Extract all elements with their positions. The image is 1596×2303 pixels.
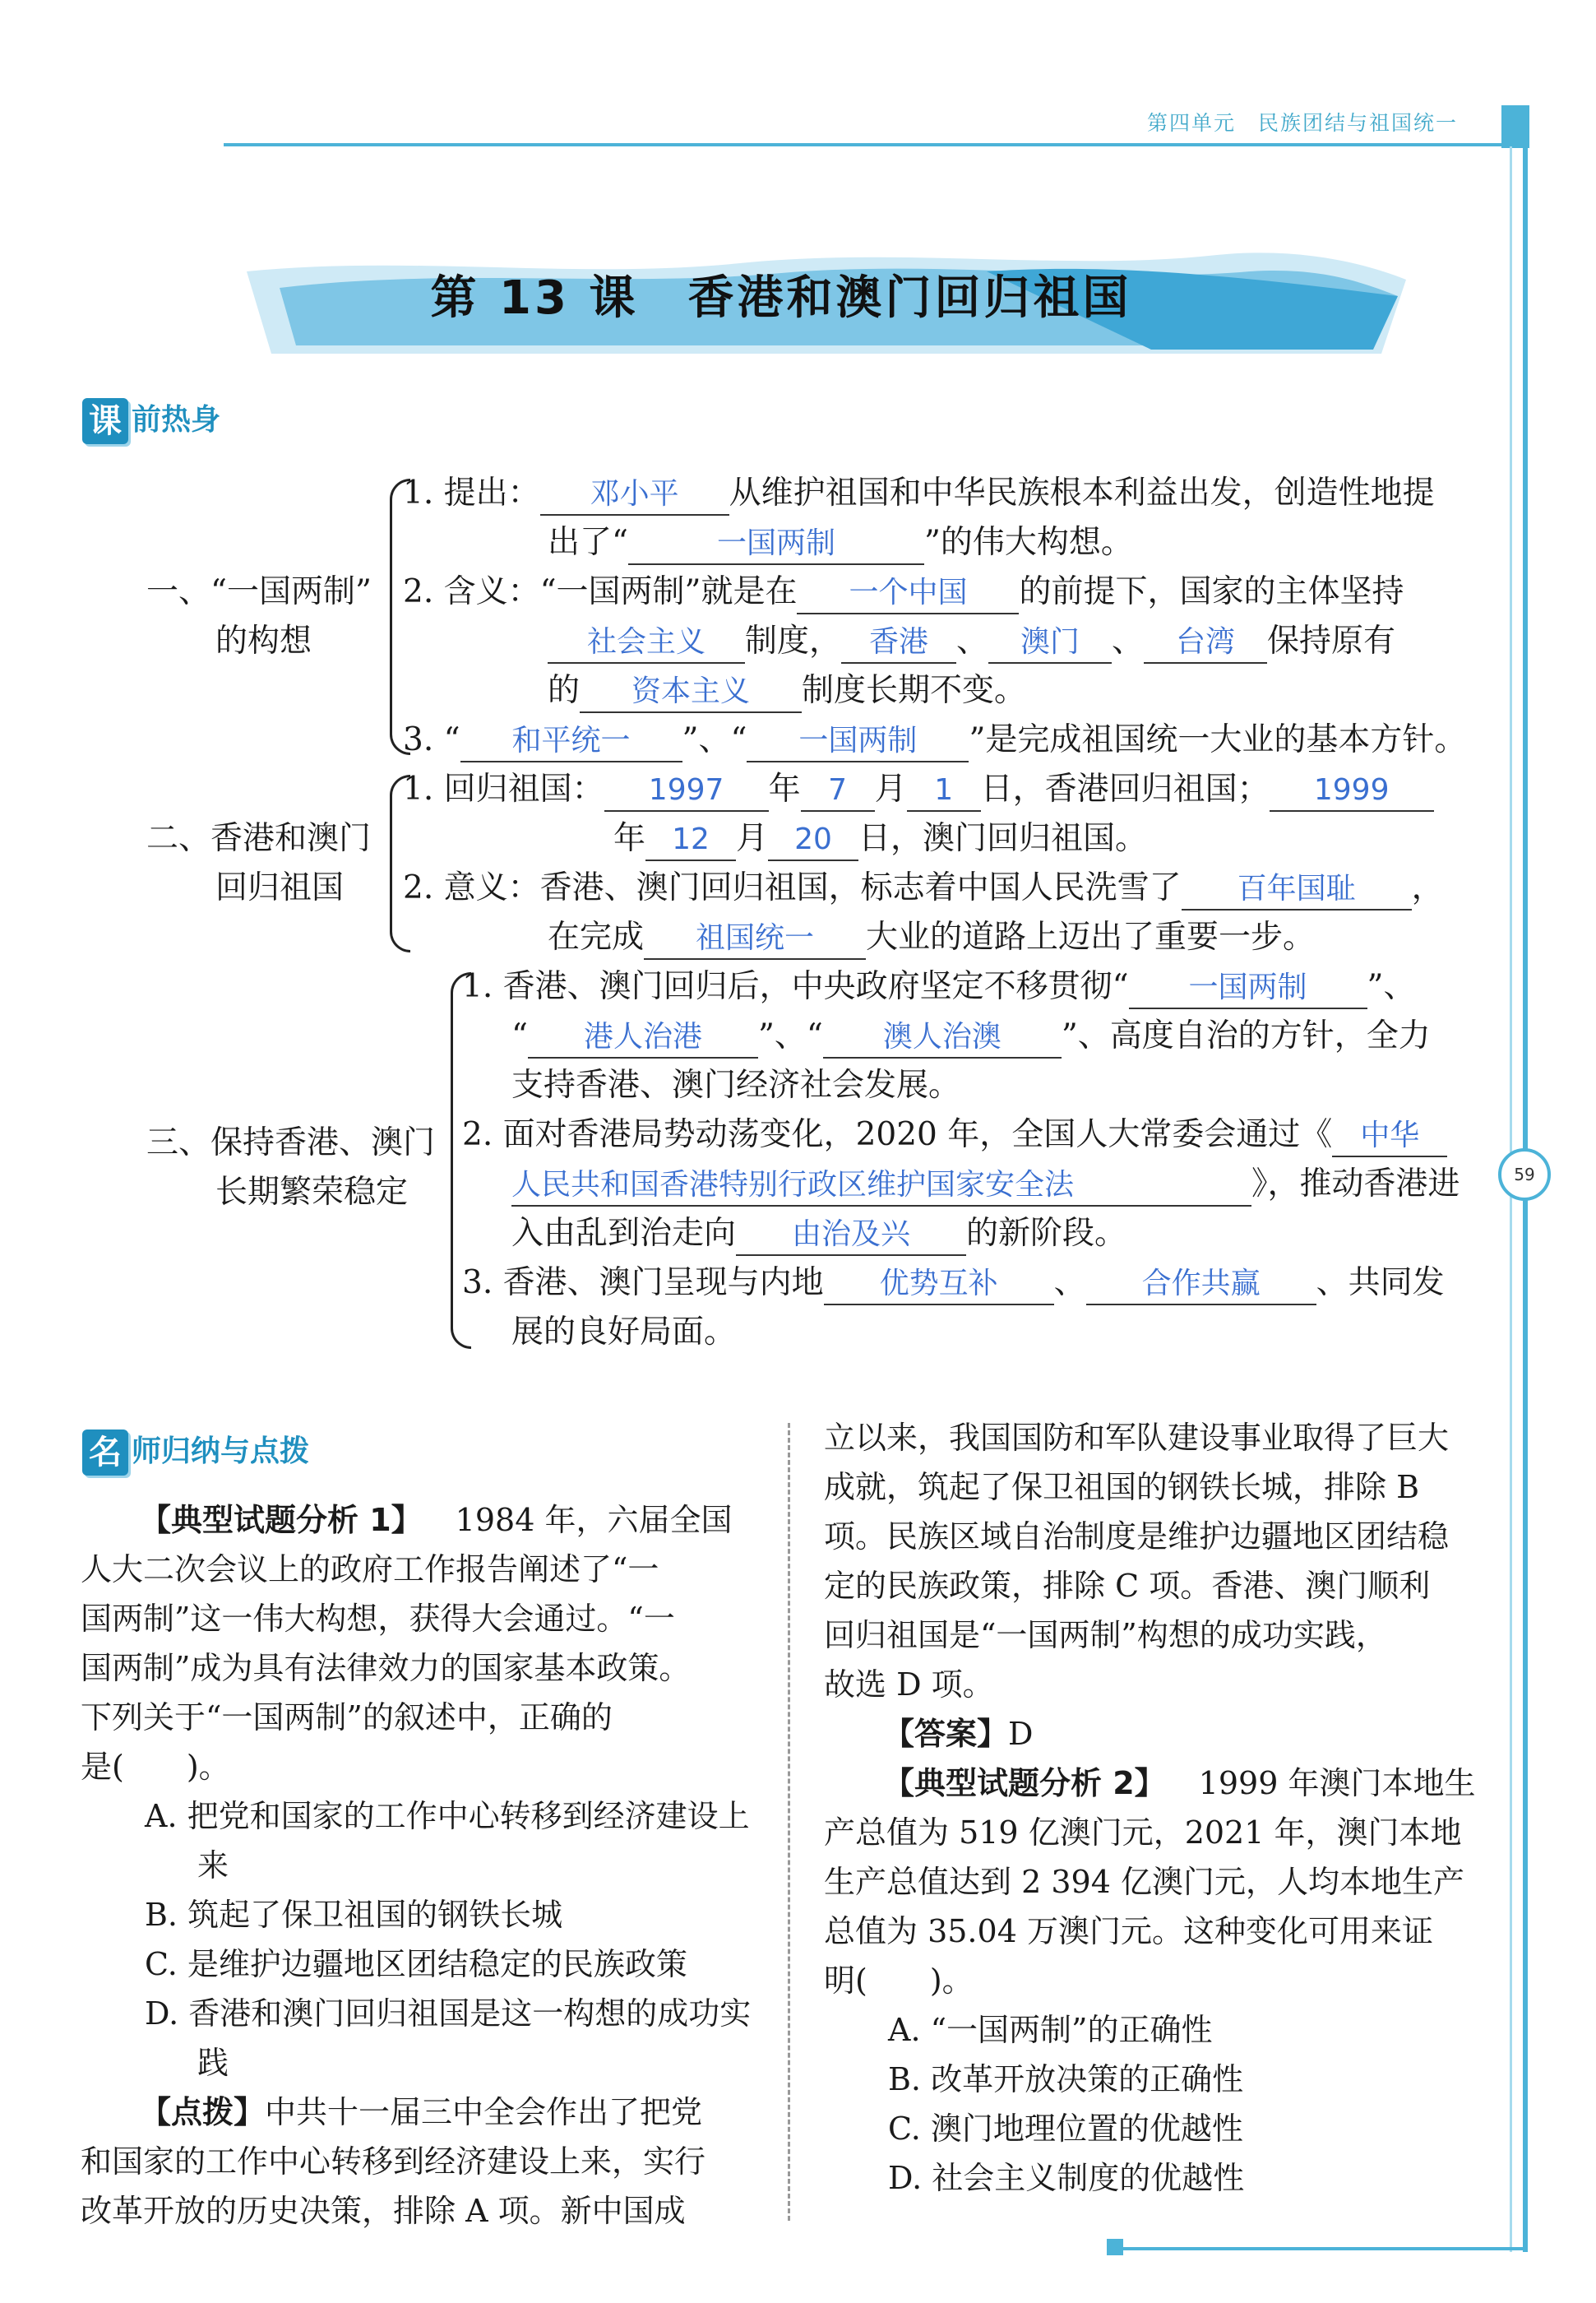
tip-line: 回归祖国是“一国两制”构想的成功实践， <box>824 1617 1387 1653</box>
part3-heading-line1: 三、保持香港、澳门 <box>146 1124 436 1161</box>
part1-item3 <box>403 716 1466 765</box>
unit-header: 第四单元 民族团结与祖国统一 <box>1147 111 1459 135</box>
part1-heading-line2: 的构想 <box>215 623 312 660</box>
section-warmup-icon: 课 <box>82 398 128 444</box>
part1-item1-line1 <box>403 469 1435 518</box>
text: 3. 香港、澳门呈现与内地 <box>462 1264 824 1301</box>
left-column <box>81 1495 755 2236</box>
text: 1. 香港、澳门回归后，中央政府坚定不移贯彻“ <box>462 968 1129 1005</box>
text: ”、“ <box>757 1017 823 1054</box>
answer-blank: 1999 <box>1270 771 1434 812</box>
text: 大业的道路上迈出了重要一步。 <box>866 919 1316 956</box>
text: “ <box>511 1017 528 1054</box>
text: 年 <box>768 771 801 808</box>
part1-item1-line2 <box>548 518 1133 568</box>
q1-option-d[interactable]: D. 香港和澳门回归祖国是这一构想的成功实践 <box>145 1995 752 2081</box>
part2-item2-line1 <box>403 864 1444 913</box>
section-teacher-label <box>82 1428 309 1476</box>
part3-item1-line2 <box>511 1012 1431 1061</box>
section-teacher-text: 师归纳与点拨 <box>132 1434 310 1468</box>
header-tab <box>1501 105 1529 148</box>
answer-value: D <box>1008 1716 1034 1752</box>
answer-blank: 百年国耻 <box>1182 869 1412 911</box>
answer-blank: 7 <box>801 771 875 812</box>
text: ， <box>1411 869 1444 906</box>
answer-blank: 澳门 <box>988 623 1112 664</box>
q1-line: 人大二次会议上的政府工作报告阐述了“一 <box>81 1551 659 1587</box>
answer-blank: 优势互补 <box>824 1264 1054 1305</box>
text: 、 <box>1112 623 1145 660</box>
tip-line: 故选 D 项。 <box>824 1666 994 1703</box>
text: 中共十一届三中全会作出了把党 <box>265 2094 703 2130</box>
text: 2. 含义：“一国两制”就是在 <box>403 573 798 610</box>
answer-blank: 中华 <box>1332 1116 1447 1157</box>
text: ，澳门回归祖国。 <box>891 820 1148 857</box>
answer-blank: 祖国统一 <box>644 919 866 960</box>
part1-item2-line1 <box>403 568 1404 617</box>
answer-blank: 和平统一 <box>460 721 682 762</box>
answer-blank: 港人治港 <box>528 1017 758 1059</box>
section-warmup-label <box>82 396 220 444</box>
text: ”、“ <box>682 721 747 758</box>
column-divider <box>788 1423 790 2221</box>
text: ”、高度自治的方针，全力 <box>1061 1017 1431 1054</box>
part2-item1-line2 <box>613 814 1147 864</box>
part3-heading-line2: 长期繁荣稳定 <box>215 1174 409 1211</box>
tip-line: 和国家的工作中心转移到经济建设上来，实行 <box>81 2143 706 2180</box>
text: 、 <box>1053 1264 1086 1301</box>
answer-blank: 1 <box>907 771 981 812</box>
text: 日 <box>980 771 1013 808</box>
part3-item1-line1 <box>462 962 1416 1012</box>
part1-item2-line3 <box>548 666 1026 716</box>
answer-blank: 一个中国 <box>797 573 1019 614</box>
part3-item2-line2 <box>511 1160 1460 1209</box>
text: 制度长期不变。 <box>802 672 1027 709</box>
text: 、 <box>956 623 989 660</box>
text: 保持原有 <box>1267 623 1396 660</box>
text: ，香港回归祖国； <box>1012 771 1270 808</box>
answer-tag: 【答案】 <box>883 1716 1009 1752</box>
tip-line: 改革开放的历史决策，排除 A 项。新中国成 <box>81 2193 686 2229</box>
answer-blank: 由治及兴 <box>736 1215 966 1256</box>
answer-blank: 1997 <box>604 771 769 812</box>
text: 》，推动香港进 <box>1251 1165 1460 1202</box>
q2-option-d[interactable]: D. 社会主义制度的优越性 <box>888 2160 1245 2196</box>
q1-line: 国两制”成为具有法律效力的国家基本政策。 <box>81 1650 691 1686</box>
q1-line: 国两制”这一伟大构想，获得大会通过。“一 <box>81 1601 675 1637</box>
q1-option-b[interactable]: B. 筑起了保卫祖国的钢铁长城 <box>145 1897 563 1933</box>
text: 1999 年澳门本地生 <box>1198 1765 1476 1801</box>
footer-rule <box>1113 2247 1524 2250</box>
text: 在完成 <box>548 919 645 956</box>
part3-item3-line1 <box>462 1258 1445 1308</box>
answer-blank: 12 <box>645 820 736 861</box>
lesson-title: 第 13 课 香港和澳门回归祖国 <box>430 271 1132 325</box>
answer-blank: 邓小平 <box>540 475 729 516</box>
text: 出了“ <box>548 524 628 561</box>
text: 1984 年，六届全国 <box>455 1502 733 1538</box>
part2-heading-line1: 二、香港和澳门 <box>146 820 372 857</box>
part2-item2-line2 <box>548 913 1315 962</box>
part3-item2-line3 <box>511 1209 1126 1258</box>
part3-item3-line2: 展的良好局面。 <box>511 1314 737 1351</box>
section-teacher-icon: 名 <box>82 1430 128 1476</box>
answer-blank: 台湾 <box>1144 623 1267 664</box>
answer-blank: 合作共赢 <box>1086 1264 1316 1305</box>
tip-line: 项。民族区域自治制度是维护边疆地区团结稳 <box>824 1518 1450 1555</box>
q1-first-line <box>81 1495 755 1545</box>
q2-first-line <box>824 1759 1498 1808</box>
answer-blank: 香港 <box>841 623 956 664</box>
tip-tag: 【点拨】 <box>140 2094 266 2130</box>
text: 从维护祖国和中华民族根本利益出发，创造性地提 <box>729 475 1435 512</box>
q2-option-b[interactable]: B. 改革开放决策的正确性 <box>888 2061 1244 2097</box>
text: 的 <box>548 672 581 709</box>
q1-tag: 【典型试题分析 1】 <box>140 1502 423 1538</box>
text: 1. 回归祖国： <box>403 771 604 808</box>
answer-blank: 澳人治澳 <box>823 1017 1062 1059</box>
q2-tag: 【典型试题分析 2】 <box>883 1765 1166 1801</box>
answer-blank: 人民共和国香港特别行政区维护国家安全法 <box>511 1165 1251 1207</box>
q1-line: 下列关于“一国两制”的叙述中，正确的 <box>81 1699 613 1735</box>
text: 的新阶段。 <box>966 1215 1127 1252</box>
part1-item2-line2 <box>548 617 1395 666</box>
q2-option-a[interactable]: A. “一国两制”的正确性 <box>888 2012 1213 2048</box>
text: 月 <box>874 771 907 808</box>
q1-option-c[interactable]: C. 是维护边疆地区团结稳定的民族政策 <box>145 1946 687 1982</box>
answer-blank: 一国两制 <box>628 524 924 565</box>
answer-blank: 一国两制 <box>1129 968 1367 1009</box>
tip-line: 立以来，我国国防和军队建设事业取得了巨大 <box>824 1420 1450 1456</box>
answer-blank: 资本主义 <box>580 672 802 713</box>
answer-blank: 社会主义 <box>548 623 745 664</box>
text: 2. 意义：香港、澳门回归祖国，标志着中国人民洗雪了 <box>403 869 1182 906</box>
header-rule <box>224 143 1506 146</box>
right-column <box>824 1413 1498 2203</box>
tip-line: 定的民族政策，排除 C 项。香港、澳门顺利 <box>824 1568 1431 1604</box>
text: 月 <box>736 820 769 857</box>
text: 1. 提出： <box>403 475 540 512</box>
answer-line <box>824 1709 1498 1759</box>
q2-line: 生产总值达到 2 394 亿澳门元，人均本地生产 <box>824 1864 1464 1900</box>
text: 3. “ <box>403 721 460 758</box>
section-warmup-text: 前热身 <box>132 403 221 437</box>
q1-line: 是( )。 <box>81 1749 230 1785</box>
text: ”、 <box>1367 968 1416 1005</box>
q2-line: 产总值为 519 亿澳门元，2021 年，澳门本地 <box>824 1814 1462 1851</box>
text: 日 <box>858 820 891 857</box>
right-margin-bar-light <box>1510 146 1512 2252</box>
part1-brace <box>390 479 410 755</box>
text: 入由乱到治走向 <box>511 1215 737 1252</box>
page-number: 59 <box>1498 1148 1551 1201</box>
text: 的前提下，国家的主体坚持 <box>1019 573 1404 610</box>
text: 、共同发 <box>1316 1264 1445 1301</box>
text: 2. 面对香港局势动荡变化，2020 年，全国人大常委会通过《 <box>462 1116 1333 1153</box>
answer-blank: 20 <box>768 820 858 861</box>
part2-item1-line1 <box>403 765 1434 814</box>
tip-first-line <box>81 2088 755 2137</box>
q2-line: 明( )。 <box>824 1962 974 1999</box>
text: 制度， <box>745 623 842 660</box>
text: ”是完成祖国统一大业的基本方针。 <box>969 721 1467 758</box>
part1-heading-line1: 一、“一国两制” <box>146 573 372 610</box>
part3-item1-line3: 支持香港、澳门经济社会发展。 <box>511 1067 961 1104</box>
text: ”的伟大构想。 <box>923 524 1133 561</box>
part3-item2-line1 <box>462 1110 1447 1160</box>
text: 年 <box>613 820 646 857</box>
q2-option-c[interactable]: C. 澳门地理位置的优越性 <box>888 2111 1243 2147</box>
q1-option-a[interactable]: A. 把党和国家的工作中心转移到经济建设上来 <box>145 1798 750 1884</box>
tip-line: 成就，筑起了保卫祖国的钢铁长城，排除 B <box>824 1469 1420 1505</box>
answer-blank: 一国两制 <box>747 721 969 762</box>
footer-marker <box>1107 2239 1123 2255</box>
q2-line: 总值为 35.04 万澳门元。这种变化可用来证 <box>824 1913 1433 1949</box>
part2-heading-line2: 回归祖国 <box>215 869 345 906</box>
